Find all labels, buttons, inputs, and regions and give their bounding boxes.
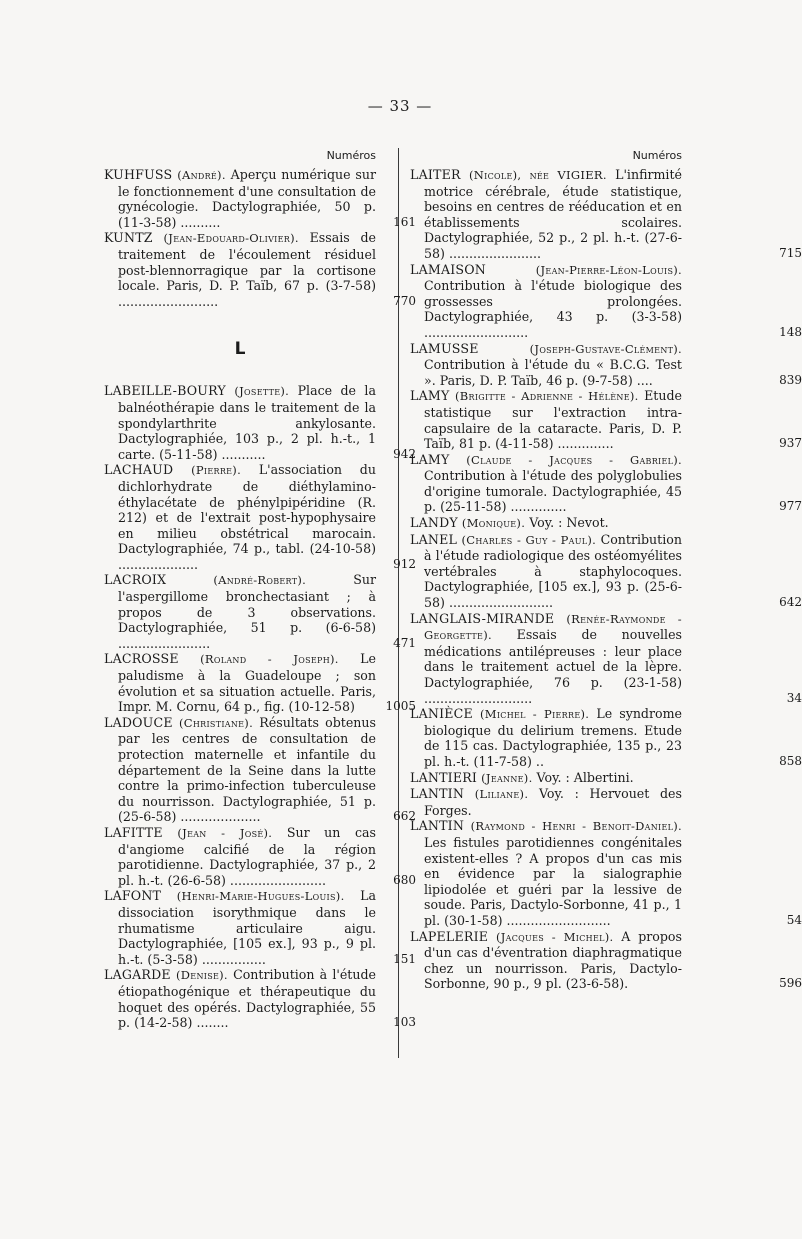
author-given-names: (Christiane).: [178, 715, 254, 730]
entry-text: Voy. : Albertini.: [536, 769, 634, 785]
author-surname: LABEILLE-BOURY: [104, 383, 226, 399]
author-given-names: (Nicole), née VIGIER.: [469, 168, 607, 182]
entry-text: Le syndrome biologique du delirium tremens. Etude de 115 cas. Dactylographiée, 135 p., 23 pl. h.-t. (11-7-58) ..: [424, 706, 682, 769]
bibliography-entry: [410, 388, 802, 452]
entry-text: Le paludisme à la Guadeloupe ; son évolution et sa situation actuelle. Paris, Impr. M. Cornu, 64 p., fig. (10-12-58): [118, 651, 376, 715]
entry-number: 471: [393, 635, 416, 650]
entry-text: Etude statistique sur l'extraction intra-capsulaire de la cataracte. Paris, D. P. Taïb, 81 p. (4-11-58) ..............: [424, 388, 682, 452]
author-surname: LANTIN: [410, 786, 465, 802]
entry-number: 151: [393, 951, 416, 966]
entry-number: 715: [779, 245, 802, 260]
entry-text: Contribution à l'étude du « B.C.G. Test ». Paris, D. P. Taïb, 46 p. (9-7-58) ....: [424, 357, 682, 388]
entry-number: 148: [779, 324, 802, 339]
bibliography-entry: [104, 230, 416, 309]
entry-number: 977: [779, 499, 802, 514]
entry-number: 770: [393, 293, 416, 308]
author-surname: LACROIX: [104, 572, 167, 588]
bibliography-entry: [410, 340, 802, 389]
bibliography-entry: [410, 531, 802, 611]
entry-text: Résultats obtenus par les centres de consultation de protection maternelle et infantile du département de la Seine dans la lutte contre la primo-infection tuberculeuse du nourrisson. Dactylographiée, 51 p. (25-6-58) ....................: [118, 714, 376, 825]
author-surname: KUHFUSS: [104, 167, 173, 182]
bibliography-entry: [410, 451, 802, 515]
column-divider: [398, 148, 399, 1058]
bibliography-entry: [410, 818, 802, 928]
author-given-names: (André-Robert).: [213, 573, 307, 588]
entry-text: Contribution à l'étude biologique des grossesses prolongées. Dactylographiée, 43 p. (3-3-58) ..........................: [424, 278, 682, 340]
author-surname: LAPELERIE: [410, 928, 489, 944]
entry-number: 596: [779, 976, 802, 991]
entry-number: 912: [393, 556, 416, 571]
entry-text: L'association du dichlorhydrate de diéthylamino-éthylacétate de phénylpipéridine (R. 212) et de l'extrait post-hypophysaire en milieu obstétrical marocain. Dactylographiée, 74 p., tabl. (24-10-58) ....................: [118, 462, 376, 572]
entry-text: Essais de nouvelles médications antilépreuses : leur place dans le traitement actuel de la lèpre. Dactylographiée, 76 p. (23-1-58) ...........................: [424, 627, 682, 706]
author-surname: LACHAUD: [104, 462, 174, 478]
entry-number: 858: [779, 753, 802, 768]
author-given-names: (Raymond - Henri - Benoit-Daniel).: [470, 819, 682, 834]
author-given-names: (Roland - Joseph).: [200, 652, 339, 667]
entry-number: 839: [779, 372, 802, 387]
bibliography-entry: [410, 167, 802, 262]
entry-number: 161: [393, 214, 416, 229]
author-surname: LAFONT: [104, 888, 162, 904]
entry-number: 937: [779, 436, 802, 451]
author-given-names: (Denise).: [176, 968, 228, 983]
bibliography-entry: [104, 572, 416, 651]
author-given-names: (Henri-Marie-Hugues-Louis).: [176, 889, 345, 904]
entry-text: Aperçu numérique sur le fonctionnement d'une consultation de gynécologie. Dactylographiée, 50 p. (11-3-58) ..........: [118, 167, 376, 230]
author-given-names: (Monique).: [461, 516, 526, 531]
bibliography-entry: [104, 967, 416, 1031]
entry-text: Place de la balnéothérapie dans le traitement de la spondylarthrite ankylosante. Dactylographiée, 103 p., 2 pl. h.-t., 1 carte. (5-11-58) ...........: [118, 383, 376, 462]
author-given-names: (André).: [177, 168, 226, 182]
page-number: — 33 —: [367, 97, 433, 115]
author-given-names: (Renée-Raymonde - Georgette).: [424, 611, 682, 643]
entry-number: 54: [786, 912, 802, 927]
author-surname: LADOUCE: [104, 714, 173, 730]
bibliography-entry: [104, 167, 416, 230]
entry-text: Sur l'aspergillome bronchectasiant ; à propos de 3 observations. Dactylographiée, 51 p. (6-6-58) .......................: [118, 572, 376, 651]
entry-text: Essais de traitement de l'écoulement résiduel post-blennorragique par la cortisone locale. Paris, D. P. Taïb, 67 p. (3-7-58) .........................: [118, 230, 376, 309]
entry-text: A propos d'un cas d'éventration diaphragmatique chez un nourrisson. Paris, Dactylo-Sorbonne, 90 p., 9 pl. (23-6-58).: [424, 928, 682, 992]
bibliography-entry: [410, 610, 802, 707]
author-surname: LANIÈCE: [410, 706, 473, 722]
section-letter: L: [234, 339, 246, 360]
entry-number: 680: [393, 872, 416, 887]
author-surname: LANDY: [410, 515, 458, 531]
column-header-left: Numéros: [326, 149, 376, 162]
entry-number: 942: [393, 446, 416, 461]
entry-text: Sur un cas d'angiome calcifié de la région parotidienne. Dactylographiée, 37 p., 2 pl. h.-t. (26-6-58) ........................: [118, 824, 376, 888]
author-given-names: (Michel - Pierre).: [479, 707, 590, 722]
bibliography-entry: [104, 651, 416, 715]
author-given-names: (Brigitte - Adrienne - Hélène).: [454, 389, 639, 404]
entry-text: Contribution à l'étude radiologique des ostéomyélites vertébrales à staphylocoques. Dactylographiée, [105 ex.], 93 p. (25-6-58) ..........................: [424, 531, 682, 611]
bibliography-entry: [410, 515, 682, 532]
bibliography-entry: [104, 462, 416, 572]
author-surname: LAGARDE: [104, 967, 171, 983]
bibliography-entry: [104, 714, 416, 825]
author-surname: LANEL: [410, 531, 458, 547]
author-surname: LAMY: [410, 388, 450, 404]
bibliography-entry: [410, 928, 802, 992]
author-given-names: (Pierre).: [191, 463, 242, 478]
author-given-names: (Joseph-Gustave-Clément).: [529, 341, 682, 356]
bibliography-entry: [104, 383, 416, 462]
author-surname: KUNTZ: [104, 230, 153, 246]
author-surname: LANGLAIS-MIRANDE: [410, 610, 555, 626]
entry-text: Voy. : Nevot.: [529, 515, 609, 531]
author-given-names: (Claude - Jacques - Gabriel).: [466, 452, 682, 467]
author-given-names: (Jean-Pierre-Léon-Louis).: [535, 262, 682, 277]
right-column: [410, 145, 802, 992]
author-surname: LANTIERI: [410, 769, 478, 785]
bibliography-entry: [410, 261, 802, 341]
author-given-names: (Jean-Edouard-Olivier).: [163, 231, 299, 246]
bibliography-entry: [410, 786, 682, 818]
entry-text: Voy. : Hervouet des Forges.: [424, 786, 682, 818]
author-given-names: (Josette).: [234, 384, 290, 399]
author-given-names: (Jacques - Michel).: [495, 929, 614, 944]
bibliography-entry: [104, 824, 416, 888]
author-surname: LAMUSSE: [410, 340, 479, 356]
entry-number: 1005: [385, 699, 416, 714]
author-given-names: (Liliane).: [474, 787, 529, 802]
bibliography-entry: [410, 706, 802, 769]
author-surname: LAMY: [410, 451, 450, 467]
author-surname: LAITER: [410, 167, 461, 182]
author-surname: LACROSSE: [104, 651, 179, 667]
author-given-names: (Jeanne).: [481, 770, 533, 785]
entry-text: Contribution à l'étude des polyglobulies d'origine tumorale. Dactylographiée, 45 p. (25-11-58) ..............: [424, 468, 682, 515]
left-column: [104, 145, 416, 1031]
bibliography-entry: [410, 770, 682, 787]
author-given-names: (Jean - José).: [177, 825, 273, 840]
bibliography-entry: [104, 888, 416, 967]
entry-number: 34: [786, 690, 802, 705]
author-surname: LANTIN: [410, 818, 465, 834]
entry-text: La dissociation isorythmique dans le rhumatisme articulaire aigu. Dactylographiée, [105 ex.], 93 p., 9 pl. h.-t. (5-3-58) ................: [118, 888, 376, 967]
entry-text: Contribution à l'étude étiopathogénique et thérapeutique du hoquet des opérés. Dactylographiée, 55 p. (14-2-58) ........: [118, 967, 376, 1031]
author-given-names: (Charles - Guy - Paul).: [461, 532, 597, 547]
author-surname: LAMAISON: [410, 261, 486, 277]
entry-number: 662: [393, 809, 416, 824]
column-header-right: Numéros: [632, 149, 682, 162]
author-surname: LAFITTE: [104, 824, 163, 840]
entry-text: Les fistules parotidiennes congénitales existent-elles ? A propos d'un cas mis en évidence par la sialographie lipiodolée et guéri par la lessive de soude. Paris, Dactylo-Sorbonne, 41 p., 1 pl. (30-1-58) ..........................: [424, 834, 682, 928]
entry-text: L'infirmité motrice cérébrale, étude statistique, besoins en centres de rééducation et en établissements scolaires. Dactylographiée, 52 p., 2 pl. h.-t. (27-6-58) .......................: [424, 167, 682, 261]
entry-number: 103: [393, 1015, 416, 1030]
entry-number: 642: [779, 595, 802, 610]
